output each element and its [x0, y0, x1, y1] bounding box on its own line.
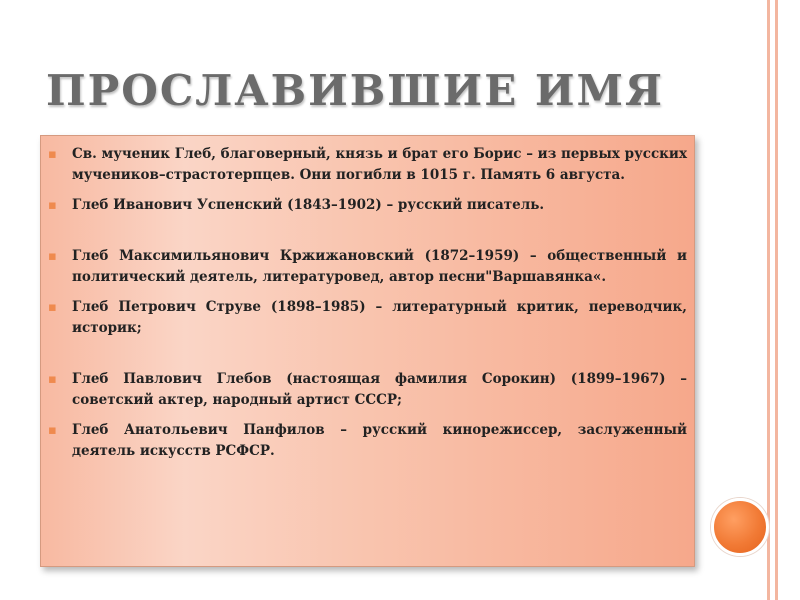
right-frame-line [767, 0, 770, 600]
list-item-text: Глеб Анатольевич Панфилов – русский кинорежиссер, заслуженный деятель искусств РСФСР. [72, 422, 687, 459]
bullet-icon: ▪ [48, 372, 57, 387]
list-item-text: Глеб Иванович Успенский (1843–1902) – русский писатель. [72, 197, 545, 213]
list-item [48, 246, 687, 288]
list-item-text: Глеб Петрович Струве (1898–1985) – литературный критик, переводчик, историк; [72, 299, 687, 336]
decorative-circle-icon [711, 498, 769, 556]
list-item [48, 369, 687, 411]
bullet-list [48, 144, 687, 471]
bullet-icon: ▪ [48, 147, 57, 162]
list-item-text: Глеб Павлович Глебов (настоящая фамилия Сорокин) (1899–1967) – советский актер, народный артист СССР; [72, 371, 687, 408]
slide-title: ПРОСЛАВИВШИЕ ИМЯ [46, 66, 665, 115]
right-frame-line-inner [775, 0, 778, 600]
list-item [48, 420, 687, 462]
bullet-icon: ▪ [48, 423, 57, 438]
list-item-text: Св. мученик Глеб, благоверный, князь и брат его Борис – из первых русских мучеников–страстотерпцев. Они погибли в 1015 г. Память 6 августа. [72, 146, 687, 183]
bullet-icon: ▪ [48, 249, 57, 264]
bullet-icon: ▪ [48, 300, 57, 315]
list-item [48, 144, 687, 186]
list-item [48, 297, 687, 339]
list-item-text: Глеб Максимильянович Кржижановский (1872–1959) – общественный и политический деятель, литературовед, автор песни"Варшавянка«. [72, 248, 687, 285]
bullet-icon: ▪ [48, 198, 57, 213]
list-item [48, 195, 687, 216]
